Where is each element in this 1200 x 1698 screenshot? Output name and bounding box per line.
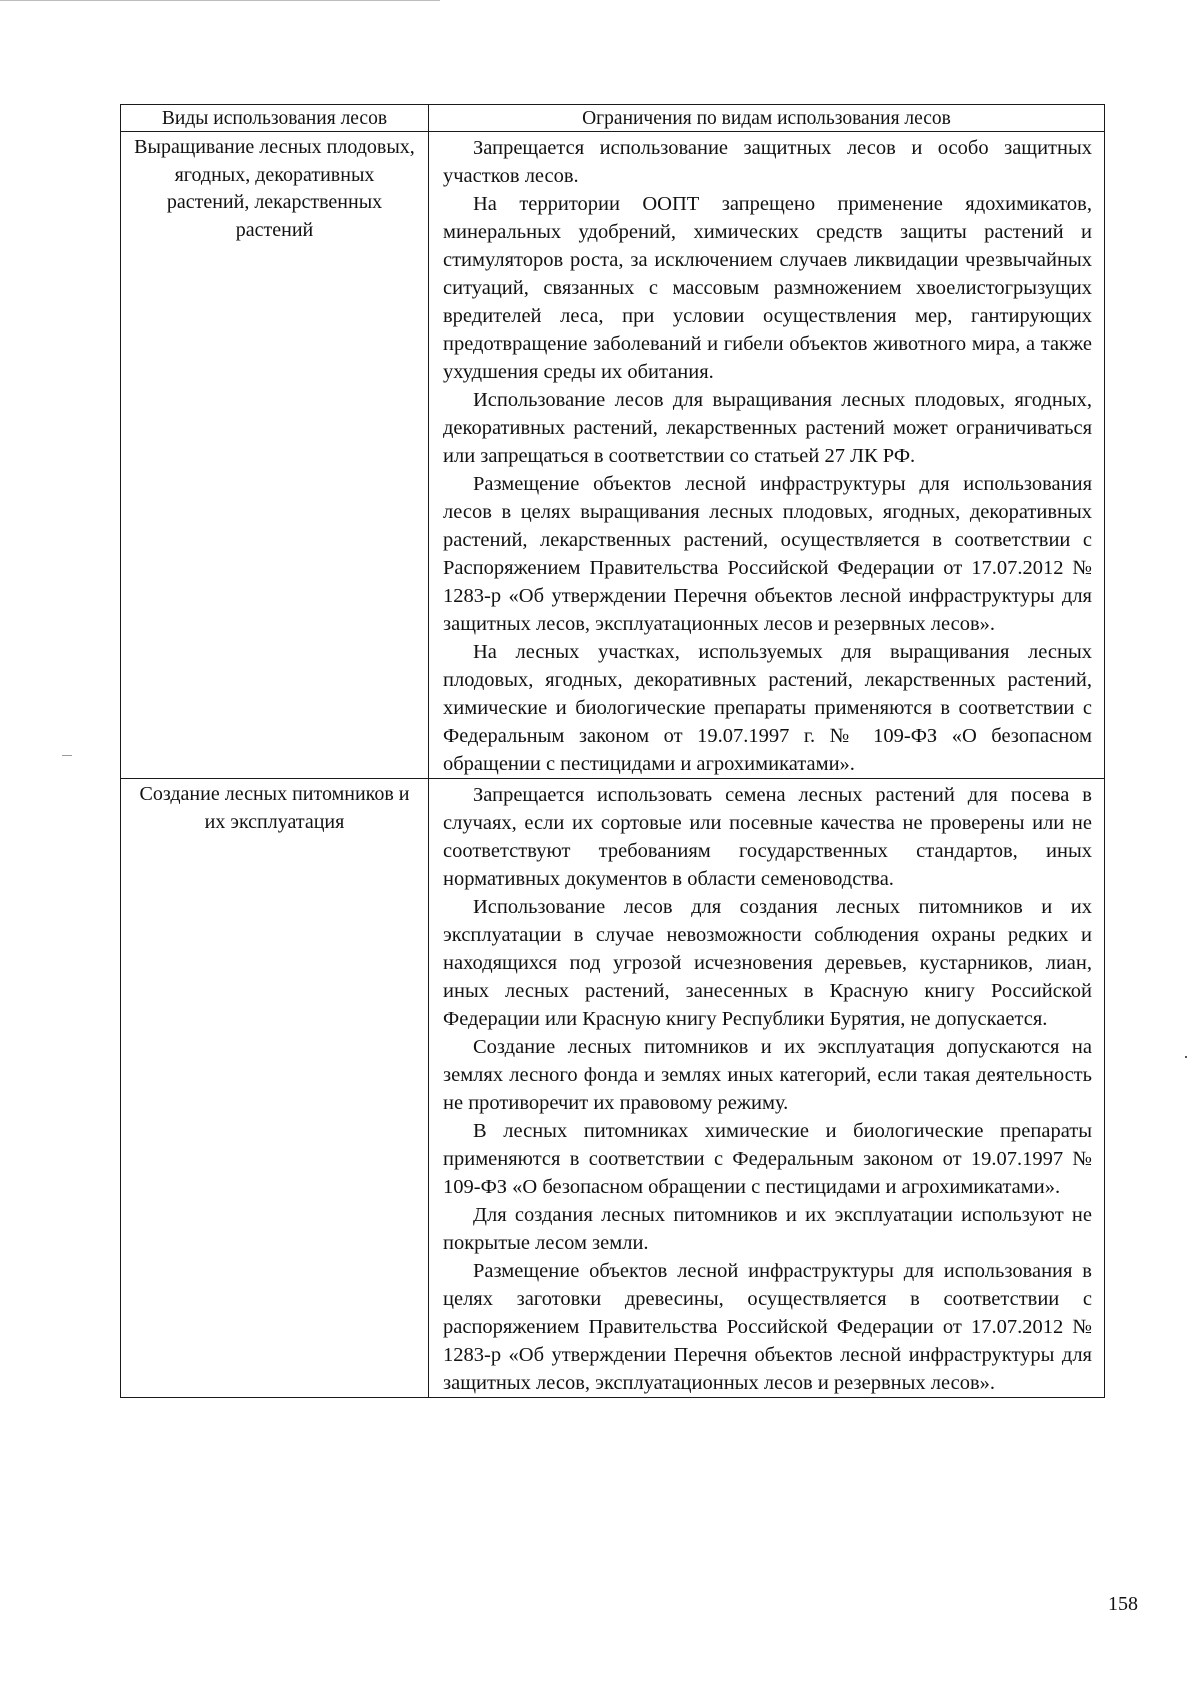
restriction-paragraph: Запрещается использование защитных лесов и особо защитных участков лесов. bbox=[443, 137, 1092, 187]
table-row bbox=[121, 132, 1105, 779]
scan-margin-mark bbox=[62, 755, 72, 756]
restriction-paragraph: На лесных участках, используемых для выращивания лесных плодовых, ягодных, декоративных растений, лекарственных растений, химические и биологические препараты применяются в соответствии с Федеральным законом от 19.07.1997 г. № 109-ФЗ «О безопасном обращении с пестицидами и агрохимикатами». bbox=[443, 641, 1092, 775]
table-row bbox=[121, 779, 1105, 1398]
restrictions-cell bbox=[429, 132, 1105, 779]
page-number: 158 bbox=[1108, 1593, 1138, 1615]
restrictions-cell bbox=[429, 779, 1105, 1398]
restriction-paragraph: Размещение объектов лесной инфраструктуры для использования в целях заготовки древесины, осуществляется в соответствии с распоряжением Правительства Российской Федерации от 17.07.2012 № 1283-р «Об утверждении Перечня объектов лесной инфраструктуры для защитных лесов, эксплуатационных лесов и резервных лесов». bbox=[443, 1260, 1092, 1394]
restriction-paragraph: Использование лесов для выращивания лесных плодовых, ягодных, декоративных растений, лекарственных растений может ограничиваться или запрещаться в соответствии со статьей 27 ЛК РФ. bbox=[443, 389, 1092, 467]
restriction-paragraph: На территории ООПТ запрещено применение ядохимикатов, минеральных удобрений, химических средств защиты растений и стимуляторов роста, за исключением случаев ликвидации чрезвычайных ситуаций, связанных с массовым размножением хвоелистогрызущих вредителей леса, при условии осуществления мер, гантирующих предотвращение заболеваний и гибели объектов животного мира, а также ухудшения среды их обитания. bbox=[443, 193, 1092, 383]
table-header-row bbox=[121, 105, 1105, 132]
use-type-cell: Создание лесных питомников и их эксплуатация bbox=[121, 779, 429, 1398]
restriction-paragraph: Запрещается использовать семена лесных растений для посева в случаях, если их сортовые или посевные качества не проверены или не соответствуют требованиям государственных стандартов, иных нормативных документов в области семеноводства. bbox=[443, 784, 1092, 890]
restriction-paragraph: Создание лесных питомников и их эксплуатация допускаются на землях лесного фонда и землях иных категорий, если такая деятельность не противоречит их правовому режиму. bbox=[443, 1036, 1092, 1114]
header-forest-use-types: Виды использования лесов bbox=[121, 105, 429, 132]
scan-speck bbox=[1185, 1056, 1187, 1058]
header-restrictions: Ограничения по видам использования лесов bbox=[429, 105, 1105, 132]
restriction-paragraph: В лесных питомниках химические и биологические препараты применяются в соответствии с Федеральным законом от 19.07.1997 № 109-ФЗ «О безопасном обращении с пестицидами и агрохимикатами». bbox=[443, 1120, 1092, 1198]
forest-use-restrictions-table bbox=[120, 104, 1105, 1398]
scan-top-edge-line bbox=[0, 0, 440, 1]
restriction-paragraph: Для создания лесных питомников и их эксплуатации используют не покрытые лесом земли. bbox=[443, 1204, 1092, 1254]
use-type-cell: Выращивание лесных плодовых, ягодных, декоративных растений, лекарственных растений bbox=[121, 132, 429, 779]
restriction-paragraph: Использование лесов для создания лесных питомников и их эксплуатации в случае невозможности соблюдения охраны редких и находящихся под угрозой исчезновения деревьев, кустарников, лиан, иных лесных растений, занесенных в Красную книгу Российской Федерации или Красную книгу Республики Бурятия, не допускается. bbox=[443, 896, 1092, 1030]
restriction-paragraph: Размещение объектов лесной инфраструктуры для использования лесов в целях выращивания лесных плодовых, ягодных, декоративных растений, лекарственных растений, осуществляется в соответствии с Распоряжением Правительства Российской Федерации от 17.07.2012 № 1283-р «Об утверждении Перечня объектов лесной инфраструктуры для защитных лесов, эксплуатационных лесов и резервных лесов». bbox=[443, 473, 1092, 635]
